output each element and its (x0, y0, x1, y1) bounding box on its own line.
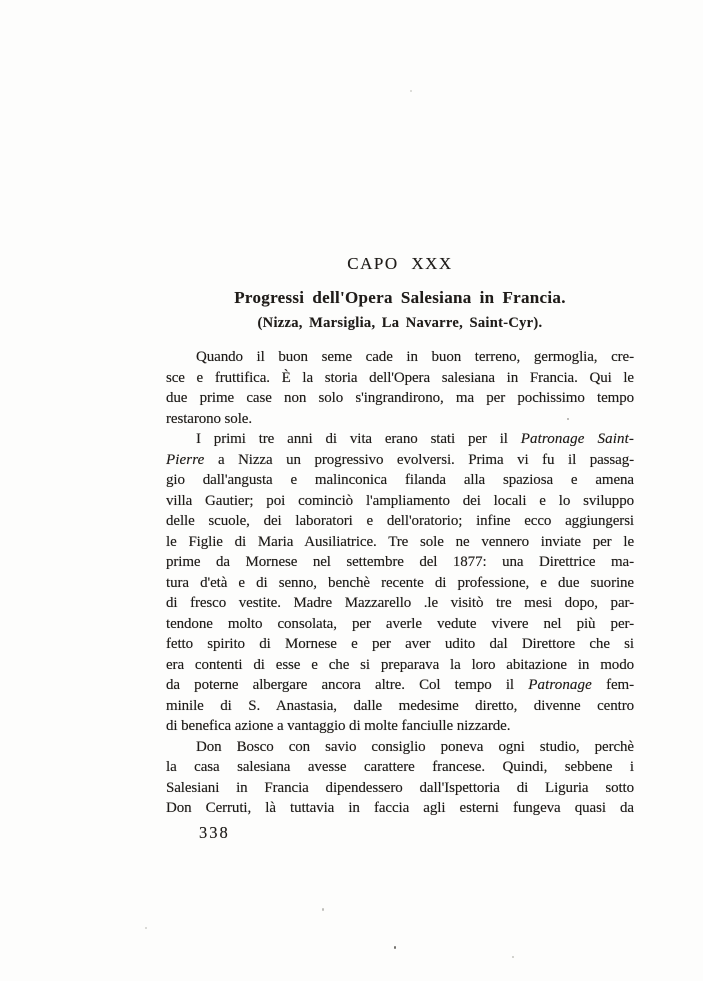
text-line: due prime case non solo s'ingrandirono, ma per pochissimo tempo (166, 390, 634, 406)
text-line: restarono sole. (166, 410, 252, 427)
chapter-title: Progressi dell'Opera Salesiana in Francia. (234, 288, 566, 307)
text-line: Pierre a Nizza un progressivo evolversi. Prima vi fu il passag- (166, 451, 634, 468)
paragraph (166, 347, 634, 429)
text-line: da poterne albergare ancora altre. Col tempo il Patronage fem- (166, 677, 634, 693)
scan-speck (145, 927, 147, 929)
text-line: di fresco vestite. Madre Mazzarello .le visitò tre mesi dopo, par- (166, 595, 634, 611)
chapter-number-heading: CAPO XXX (347, 254, 453, 273)
text-line: di benefica azione a vantaggio di molte fanciulle nizzarde. (166, 718, 511, 734)
text-line: gio dall'angusta e malinconica filanda alla spaziosa e amena (166, 472, 634, 488)
scan-speck (512, 956, 514, 958)
text-line: era contenti di esse e che si preparava la loro abitazione in modo (166, 656, 634, 673)
text-line: Don Cerruti, là tuttavia in faccia agli esterni fungeva quasi da (166, 800, 634, 816)
text-line: sce e fruttifica. È la storia dell'Opera salesiana in Francia. Qui le (166, 369, 634, 386)
paragraph (166, 737, 634, 819)
text-line: I primi tre anni di vita erano stati per il Patronage Saint- (196, 431, 634, 447)
text-line: tendone molto consolata, per averle vedute vivere nel più per- (166, 615, 634, 632)
scan-speck (322, 908, 324, 911)
text-line: tura d'età e di senno, benchè recente di professione, e due suorine (166, 574, 634, 591)
text-line: Quando il buon seme cade in buon terreno, germoglia, cre- (196, 349, 634, 365)
text-line: le Figlie di Maria Ausiliatrice. Tre sole ne vennero inviate per le (166, 533, 634, 550)
scan-speck (567, 418, 569, 420)
text-line: la casa salesiana avesse carattere francese. Quindi, sebbene i (166, 759, 634, 775)
text-line: delle scuole, dei laboratori e dell'oratorio; infine ecco aggiungersi (166, 513, 634, 529)
text-line: prime da Mornese nel settembre del 1877: una Direttrice ma- (166, 554, 634, 570)
scan-speck (394, 946, 396, 949)
chapter-heading-block (166, 254, 634, 332)
text-line: minile di S. Anastasia, dalle medesime diretto, divenne centro (166, 697, 634, 714)
scan-speck (410, 90, 412, 92)
text-line: Don Bosco con savio consiglio poneva ogni studio, perchè (196, 738, 634, 755)
page-number: 338 (199, 823, 230, 842)
chapter-subtitle: (Nizza, Marsiglia, La Navarre, Saint-Cyr). (257, 315, 543, 331)
text-line: fetto spirito di Mornese e per aver udito dal Direttore che si (166, 636, 634, 652)
paragraph (166, 429, 634, 737)
text-line: villa Gautier; poi cominciò l'ampliamento dei locali e lo sviluppo (166, 492, 634, 509)
text-line: Salesiani in Francia dipendessero dall'Ispettoria di Liguria sotto (166, 779, 634, 796)
body-text (166, 347, 634, 819)
